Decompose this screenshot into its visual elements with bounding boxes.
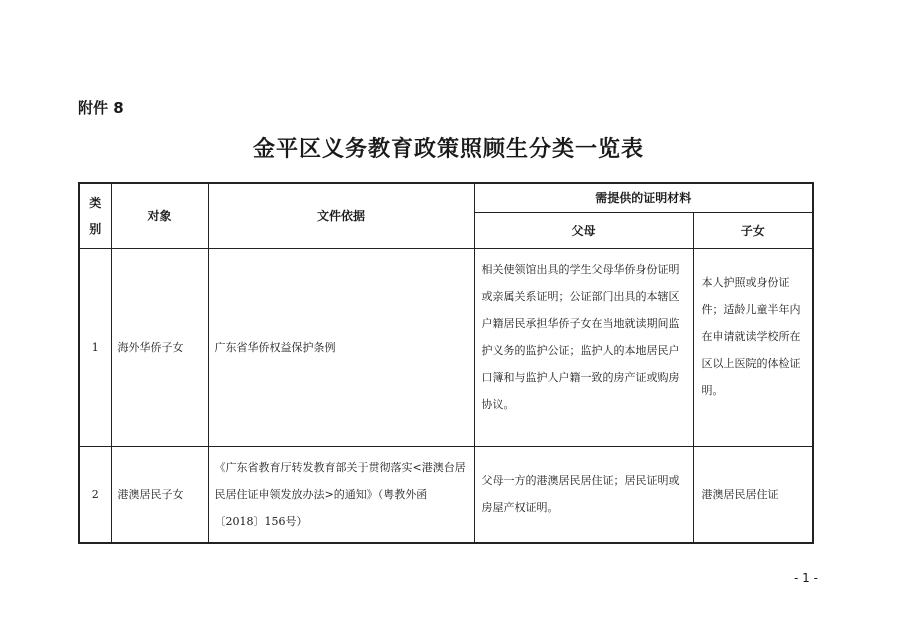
row-object: 港澳居民子女 <box>111 446 208 543</box>
row-object: 海外华侨子女 <box>111 248 208 446</box>
page-title: 金平区义务教育政策照顾生分类一览表 <box>252 136 644 162</box>
attachment-label: 附件 8 <box>78 99 124 117</box>
row-basis: 广东省华侨权益保护条例 <box>208 248 474 446</box>
header-materials: 需提供的证明材料 <box>474 183 813 212</box>
policy-table <box>78 182 814 544</box>
row-number: 2 <box>79 446 111 543</box>
table-row <box>79 248 813 446</box>
row-parents-materials: 父母一方的港澳居民居住证；居民证明或房屋产权证明。 <box>474 446 693 543</box>
header-category-char-1: 类 <box>89 195 102 210</box>
page-number: - 1 - <box>794 571 818 585</box>
header-basis: 文件依据 <box>208 183 474 248</box>
row-children-materials: 本人护照或身份证件；适龄儿童半年内在申请就读学校所在区以上医院的体检证明。 <box>693 248 813 446</box>
row-number: 1 <box>79 248 111 446</box>
row-children-materials: 港澳居民居住证 <box>693 446 813 543</box>
header-object: 对象 <box>111 183 208 248</box>
table-row <box>79 446 813 543</box>
header-children: 子女 <box>693 212 813 248</box>
header-category-char-2: 别 <box>89 221 102 236</box>
row-parents-materials: 相关使领馆出具的学生父母华侨身份证明或亲属关系证明；公证部门出具的本辖区户籍居民承担华侨子女在当地就读期间监护义务的监护公证；监护人的本地居民户口簿和与监护人户籍一致的房产证或购房协议。 <box>474 248 693 446</box>
header-parents: 父母 <box>474 212 693 248</box>
header-category <box>79 183 111 248</box>
row-basis: 《广东省教育厅转发教育部关于贯彻落实<港澳台居民居住证申领发放办法>的通知》（粤教外函〔2018〕156号） <box>208 446 474 543</box>
header-row-1 <box>79 183 813 212</box>
